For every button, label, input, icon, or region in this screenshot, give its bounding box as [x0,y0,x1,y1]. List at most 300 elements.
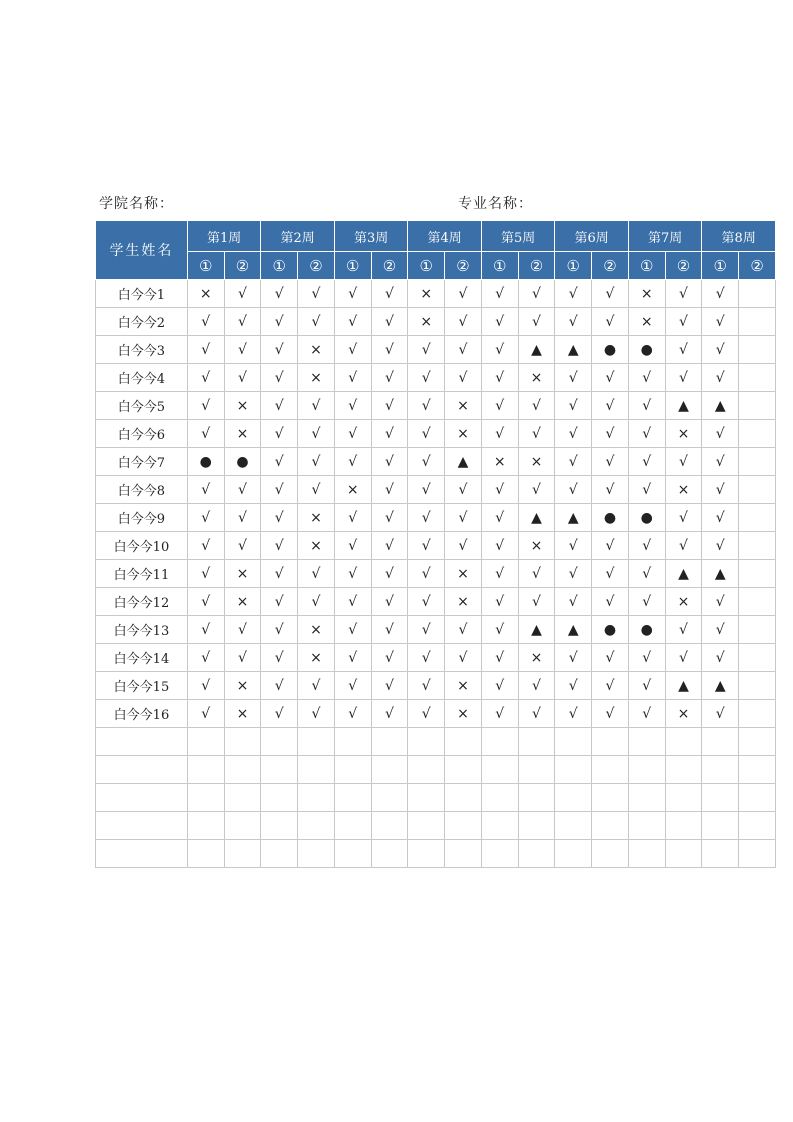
attendance-mark-cell [739,336,776,364]
attendance-mark-cell: √ [371,700,408,728]
attendance-mark-cell: ● [592,504,629,532]
attendance-mark-cell: √ [702,532,739,560]
attendance-mark-cell: √ [371,504,408,532]
session-header: ② [665,252,702,280]
empty-cell [371,812,408,840]
table-row [96,672,776,700]
empty-cell [702,784,739,812]
empty-table-row [96,756,776,784]
empty-cell [298,840,335,868]
empty-cell [481,784,518,812]
student-name-cell: 白今今8 [96,476,188,504]
attendance-mark-cell: √ [702,448,739,476]
attendance-mark-cell: ● [628,616,665,644]
empty-cell [261,840,298,868]
attendance-mark-cell: × [445,700,482,728]
empty-cell [592,812,629,840]
week-header: 第8周 [702,221,776,252]
attendance-mark-cell [739,392,776,420]
attendance-mark-cell: √ [555,644,592,672]
attendance-mark-cell: √ [555,476,592,504]
attendance-mark-cell [739,364,776,392]
table-row [96,644,776,672]
attendance-mark-cell: ▲ [518,336,555,364]
empty-cell [187,756,224,784]
attendance-mark-cell: √ [665,280,702,308]
attendance-mark-cell: √ [445,336,482,364]
attendance-mark-cell: √ [187,644,224,672]
attendance-mark-cell: √ [187,700,224,728]
empty-cell [555,812,592,840]
empty-cell [371,728,408,756]
attendance-mark-cell: √ [592,532,629,560]
week-header: 第7周 [628,221,702,252]
empty-cell [518,840,555,868]
attendance-mark-cell: √ [481,672,518,700]
attendance-mark-cell: √ [518,672,555,700]
student-name-cell: 白今今16 [96,700,188,728]
attendance-mark-cell: × [298,336,335,364]
empty-cell [665,728,702,756]
attendance-mark-cell: ● [224,448,261,476]
attendance-mark-cell: √ [298,672,335,700]
attendance-mark-cell: √ [187,504,224,532]
empty-cell [481,812,518,840]
attendance-mark-cell: √ [628,588,665,616]
attendance-mark-cell: √ [298,392,335,420]
attendance-mark-cell: √ [334,308,371,336]
attendance-mark-cell: √ [224,532,261,560]
attendance-mark-cell: √ [518,392,555,420]
table-row [96,588,776,616]
table-row [96,616,776,644]
attendance-mark-cell: √ [628,700,665,728]
attendance-mark-cell [739,308,776,336]
attendance-mark-cell: √ [592,588,629,616]
empty-cell [298,756,335,784]
empty-cell [628,812,665,840]
attendance-mark-cell: √ [298,420,335,448]
empty-cell [298,784,335,812]
empty-cell [702,840,739,868]
attendance-mark-cell: √ [555,672,592,700]
session-header: ② [224,252,261,280]
attendance-mark-cell: ▲ [445,448,482,476]
empty-cell [481,756,518,784]
attendance-mark-cell: √ [592,560,629,588]
attendance-mark-cell: × [518,532,555,560]
attendance-mark-cell: ▲ [518,616,555,644]
attendance-mark-cell: √ [408,644,445,672]
empty-cell [445,840,482,868]
attendance-mark-cell: √ [261,532,298,560]
attendance-mark-cell: √ [224,280,261,308]
attendance-mark-cell: √ [481,392,518,420]
attendance-mark-cell: √ [518,280,555,308]
empty-cell [96,840,188,868]
attendance-mark-cell: √ [445,364,482,392]
attendance-mark-cell: √ [665,364,702,392]
attendance-mark-cell: √ [481,280,518,308]
session-header: ① [261,252,298,280]
student-name-cell: 白今今5 [96,392,188,420]
attendance-mark-cell: √ [408,532,445,560]
session-header: ② [445,252,482,280]
session-header: ① [187,252,224,280]
attendance-mark-cell: √ [555,280,592,308]
attendance-mark-cell: √ [702,336,739,364]
week-header: 第1周 [187,221,261,252]
attendance-mark-cell: √ [408,616,445,644]
attendance-mark-cell: ▲ [665,672,702,700]
attendance-mark-cell: √ [187,560,224,588]
table-row [96,532,776,560]
attendance-mark-cell: √ [481,420,518,448]
empty-cell [298,812,335,840]
attendance-mark-cell: √ [261,504,298,532]
table-row [96,280,776,308]
empty-cell [481,728,518,756]
session-header: ② [298,252,335,280]
attendance-mark-cell: √ [298,560,335,588]
empty-cell [555,840,592,868]
session-header: ① [408,252,445,280]
attendance-mark-cell: √ [555,700,592,728]
attendance-mark-cell: √ [371,532,408,560]
attendance-mark-cell: × [445,672,482,700]
attendance-mark-cell: × [298,616,335,644]
attendance-table-container [95,220,764,868]
attendance-mark-cell: √ [481,476,518,504]
attendance-mark-cell: √ [702,280,739,308]
session-header: ② [518,252,555,280]
attendance-mark-cell: √ [555,532,592,560]
attendance-mark-cell: √ [187,532,224,560]
attendance-mark-cell: ● [187,448,224,476]
attendance-mark-cell: √ [555,392,592,420]
empty-cell [628,784,665,812]
attendance-mark-cell: √ [261,700,298,728]
empty-cell [187,840,224,868]
attendance-mark-cell: √ [371,644,408,672]
attendance-mark-cell: √ [445,616,482,644]
empty-table-row [96,728,776,756]
empty-cell [518,756,555,784]
attendance-mark-cell: √ [408,588,445,616]
attendance-mark-cell [739,588,776,616]
attendance-mark-cell [739,504,776,532]
attendance-mark-cell: √ [371,616,408,644]
attendance-mark-cell: √ [187,364,224,392]
empty-cell [187,728,224,756]
attendance-mark-cell: √ [592,420,629,448]
attendance-mark-cell: × [628,308,665,336]
attendance-mark-cell: √ [334,448,371,476]
session-header: ① [702,252,739,280]
attendance-mark-cell: √ [518,308,555,336]
empty-cell [665,784,702,812]
attendance-body [96,280,776,868]
attendance-mark-cell: × [224,700,261,728]
week-header: 第5周 [481,221,555,252]
attendance-mark-cell: √ [187,392,224,420]
attendance-mark-cell: × [408,308,445,336]
attendance-mark-cell: × [187,280,224,308]
student-name-cell: 白今今12 [96,588,188,616]
attendance-mark-cell: √ [298,308,335,336]
student-name-cell: 白今今14 [96,644,188,672]
session-header-row [96,252,776,280]
empty-cell [96,728,188,756]
attendance-mark-cell: √ [518,420,555,448]
attendance-mark-cell: √ [261,308,298,336]
student-name-cell: 白今今3 [96,336,188,364]
attendance-mark-cell: √ [224,504,261,532]
attendance-mark-cell: √ [371,392,408,420]
attendance-mark-cell: √ [592,672,629,700]
empty-cell [224,756,261,784]
attendance-mark-cell: × [665,588,702,616]
attendance-mark-cell: √ [702,420,739,448]
table-row [96,392,776,420]
student-name-cell: 白今今15 [96,672,188,700]
empty-cell [628,728,665,756]
empty-cell [702,812,739,840]
attendance-mark-cell: √ [298,700,335,728]
attendance-mark-cell: √ [261,364,298,392]
attendance-mark-cell: × [445,560,482,588]
empty-cell [187,784,224,812]
week-header: 第6周 [555,221,629,252]
attendance-mark-cell: √ [481,336,518,364]
attendance-mark-cell: √ [702,616,739,644]
attendance-mark-cell: √ [408,420,445,448]
attendance-mark-cell: √ [518,588,555,616]
attendance-mark-cell: √ [334,644,371,672]
empty-cell [371,840,408,868]
attendance-mark-cell [739,532,776,560]
empty-cell [555,784,592,812]
empty-cell [592,784,629,812]
attendance-mark-cell: × [408,280,445,308]
session-header: ② [592,252,629,280]
attendance-mark-cell: √ [334,616,371,644]
attendance-mark-cell: × [224,560,261,588]
attendance-mark-cell: √ [224,336,261,364]
table-row [96,504,776,532]
week-header: 第2周 [261,221,335,252]
attendance-mark-cell: √ [371,448,408,476]
attendance-mark-cell: √ [224,616,261,644]
empty-cell [261,728,298,756]
attendance-mark-cell: × [298,644,335,672]
attendance-mark-cell: √ [408,476,445,504]
attendance-mark-cell: √ [298,280,335,308]
attendance-mark-cell: × [665,476,702,504]
empty-cell [96,812,188,840]
attendance-mark-cell: √ [445,504,482,532]
attendance-mark-cell: √ [334,700,371,728]
empty-cell [224,728,261,756]
attendance-mark-cell: √ [481,308,518,336]
attendance-mark-cell: √ [187,420,224,448]
attendance-mark-cell: √ [408,700,445,728]
empty-cell [739,840,776,868]
attendance-mark-cell: √ [481,588,518,616]
empty-cell [665,756,702,784]
empty-cell [445,756,482,784]
attendance-mark-cell: √ [518,476,555,504]
attendance-mark-cell: √ [592,700,629,728]
attendance-mark-cell: √ [665,308,702,336]
attendance-mark-cell [739,672,776,700]
attendance-mark-cell: √ [408,560,445,588]
empty-cell [371,784,408,812]
attendance-mark-cell: √ [481,532,518,560]
session-header: ① [555,252,592,280]
attendance-mark-cell: √ [481,560,518,588]
attendance-mark-cell: √ [334,672,371,700]
attendance-mark-cell: ▲ [702,672,739,700]
attendance-mark-cell: √ [261,560,298,588]
empty-cell [334,812,371,840]
table-row [96,700,776,728]
attendance-mark-cell: √ [261,448,298,476]
attendance-mark-cell: √ [334,364,371,392]
table-row [96,308,776,336]
attendance-mark-cell: √ [408,504,445,532]
attendance-mark-cell: × [628,280,665,308]
empty-cell [592,840,629,868]
attendance-mark-cell: ▲ [665,392,702,420]
session-header: ① [334,252,371,280]
attendance-mark-cell: × [445,588,482,616]
attendance-mark-cell: √ [298,588,335,616]
empty-cell [224,784,261,812]
empty-cell [445,812,482,840]
empty-cell [408,756,445,784]
empty-cell [739,812,776,840]
empty-cell [445,784,482,812]
student-name-cell: 白今今9 [96,504,188,532]
session-header: ② [371,252,408,280]
table-row [96,336,776,364]
week-header: 第4周 [408,221,482,252]
attendance-mark-cell: √ [187,588,224,616]
empty-cell [224,812,261,840]
empty-cell [334,840,371,868]
table-row [96,560,776,588]
attendance-mark-cell: √ [555,560,592,588]
student-name-cell: 白今今11 [96,560,188,588]
attendance-mark-cell: √ [702,588,739,616]
attendance-mark-cell: √ [334,420,371,448]
empty-cell [702,728,739,756]
attendance-mark-cell: ▲ [665,560,702,588]
attendance-mark-cell: √ [445,476,482,504]
empty-cell [518,784,555,812]
attendance-mark-cell: √ [628,392,665,420]
student-name-cell: 白今今7 [96,448,188,476]
attendance-mark-cell: √ [665,532,702,560]
attendance-mark-cell: √ [261,672,298,700]
attendance-mark-cell: √ [261,420,298,448]
attendance-mark-cell: × [298,504,335,532]
attendance-mark-cell: √ [408,364,445,392]
attendance-mark-cell: ▲ [702,560,739,588]
empty-cell [408,728,445,756]
empty-cell [261,812,298,840]
attendance-mark-cell: √ [261,644,298,672]
attendance-mark-cell: √ [445,280,482,308]
empty-cell [739,756,776,784]
attendance-mark-cell [739,700,776,728]
empty-cell [702,756,739,784]
attendance-mark-cell: √ [187,476,224,504]
student-name-header: 学生姓名 [96,221,188,280]
attendance-mark-cell: √ [224,364,261,392]
attendance-mark-cell: √ [261,588,298,616]
attendance-mark-cell: √ [628,476,665,504]
attendance-mark-cell: √ [334,392,371,420]
empty-cell [592,728,629,756]
attendance-mark-cell: √ [445,308,482,336]
attendance-mark-cell: √ [371,560,408,588]
empty-cell [334,784,371,812]
attendance-mark-cell: √ [555,420,592,448]
attendance-mark-cell: ▲ [518,504,555,532]
empty-cell [481,840,518,868]
empty-table-row [96,812,776,840]
attendance-mark-cell: √ [371,336,408,364]
attendance-mark-cell: × [298,364,335,392]
attendance-table [95,220,776,868]
attendance-mark-cell [739,644,776,672]
attendance-mark-cell: √ [261,476,298,504]
table-row [96,448,776,476]
attendance-mark-cell: ● [592,336,629,364]
attendance-mark-cell: √ [481,364,518,392]
attendance-mark-cell: √ [702,644,739,672]
college-name-label: 学院名称： [99,196,174,212]
empty-cell [408,840,445,868]
empty-cell [408,812,445,840]
attendance-mark-cell: √ [702,504,739,532]
attendance-mark-cell: √ [371,280,408,308]
attendance-mark-cell: √ [371,308,408,336]
attendance-mark-cell: √ [555,308,592,336]
attendance-mark-cell: × [518,448,555,476]
attendance-mark-cell: √ [334,504,371,532]
attendance-mark-cell: √ [371,588,408,616]
student-name-cell: 白今今2 [96,308,188,336]
attendance-mark-cell: √ [592,476,629,504]
attendance-mark-cell: × [445,420,482,448]
attendance-mark-cell: √ [261,392,298,420]
empty-cell [518,728,555,756]
attendance-mark-cell: √ [224,644,261,672]
attendance-mark-cell: × [334,476,371,504]
empty-cell [665,840,702,868]
attendance-mark-cell: √ [445,532,482,560]
attendance-mark-cell: × [518,644,555,672]
attendance-mark-cell [739,420,776,448]
attendance-mark-cell: √ [592,644,629,672]
attendance-mark-cell: √ [187,672,224,700]
attendance-mark-cell: √ [665,448,702,476]
attendance-mark-cell: √ [665,644,702,672]
major-name-label: 专业名称： [458,196,533,212]
